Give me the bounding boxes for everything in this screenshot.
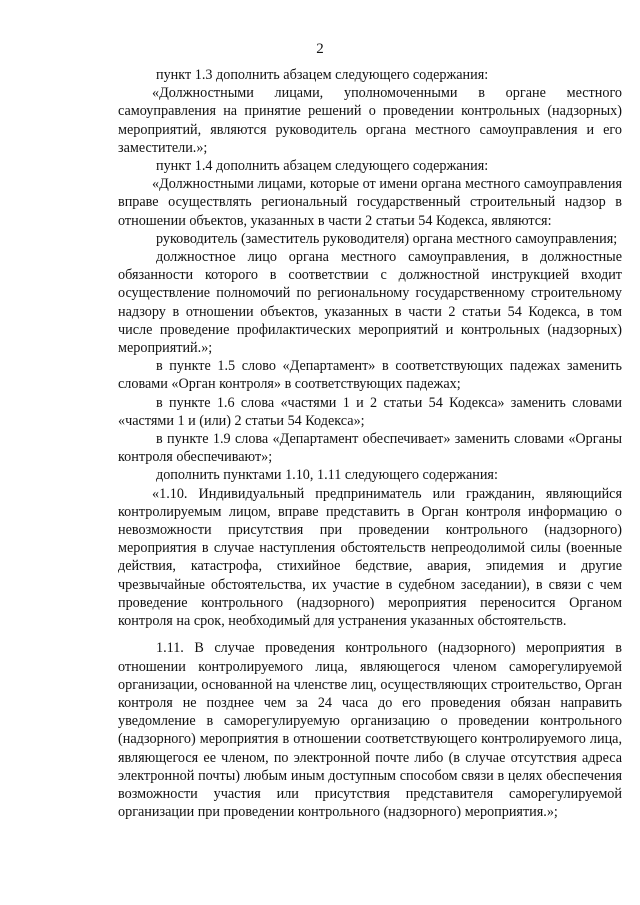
- paragraph-item-1-3-quote: «Должностными лицами, уполномоченными в органе местного самоуправления на принятие решений о проведении контрольных (надзорных) мероприятий, являются руководитель органа местного самоуправления и его заместители.»;: [118, 85, 622, 156]
- paragraph-add-items-intro: дополнить пунктами 1.10, 1.11 следующего содержания:: [156, 467, 498, 484]
- paragraph-head-official: руководитель (заместитель руководителя) органа местного самоуправления;: [156, 230, 618, 247]
- paragraph-item-1-4-intro: пункт 1.4 дополнить абзацем следующего содержания:: [156, 158, 489, 175]
- document-body: [118, 66, 622, 821]
- paragraph-item-1-11: 1.11. В случае проведения контрольного (надзорного) мероприятия в отношении контролируемого лица, являющегося членом саморегулируемой организации, основанной на членстве лиц, осуществляющих строительство, Орган контроля не позднее чем за 24 часа до его проведения обязан направить уведомление в саморегулируемую организацию о проведении контрольного (надзорного) мероприятия в отношении соответствующего контролируемого лица, являющегося ее членом, по электронной почте либо (в случае отсутствия адреса электронной почты) любым иным доступным способом связи в целях обеспечения возможности участия или присутствия представителя саморегулируемой организации при проведении контрольного (надзорного) мероприятия.»;: [118, 640, 622, 821]
- paragraph-item-1-4-quote: «Должностными лицами, которые от имени органа местного самоуправления вправе осуществлять региональный государственный строительный надзор в отношении объектов, указанных в части 2 статьи 54 Кодекса, являются:: [118, 176, 622, 229]
- paragraph-item-1-5: в пункте 1.5 слово «Департамент» в соответствующих падежах заменить словами «Орган контроля» в соответствующих падежах;: [118, 358, 622, 393]
- page-number: 2: [316, 41, 324, 57]
- paragraph-responsible-official: должностное лицо органа местного самоуправления, в должностные обязанности которого в соответствии с должностной инструкцией входит осуществление полномочий по региональному государственному строительному надзору в отношении объектов, указанных в части 2 статьи 54 Кодекса, в том числе проведение профилактических мероприятий и контрольных (надзорных) мероприятий.»;: [118, 249, 622, 357]
- paragraph-item-1-3-intro: пункт 1.3 дополнить абзацем следующего содержания:: [156, 67, 489, 83]
- paragraph-item-1-9: в пункте 1.9 слова «Департамент обеспечивает» заменить словами «Органы контроля обеспечивают»;: [118, 431, 622, 466]
- paragraph-item-1-6: в пункте 1.6 слова «частями 1 и 2 статьи 54 Кодекса» заменить словами «частями 1 и (или) 2 статьи 54 Кодекса»;: [118, 394, 622, 429]
- paragraph-item-1-10: «1.10. Индивидуальный предприниматель или гражданин, являющийся контролируемым лицом, вправе представить в Орган контроля информацию о невозможности присутствия при проведении контрольного (надзорного) мероприятия в случае наступления обстоятельств непреодолимой силы (военные действия, катастрофа, стихийное бедствие, авария, эпидемия и другие чрезвычайные обстоятельства, их участие в судебном заседании), в связи с чем проведение контрольного (надзорного) мероприятия переносится Органом контроля на срок, необходимый для устранения указанных обстоятельств.: [118, 485, 622, 630]
